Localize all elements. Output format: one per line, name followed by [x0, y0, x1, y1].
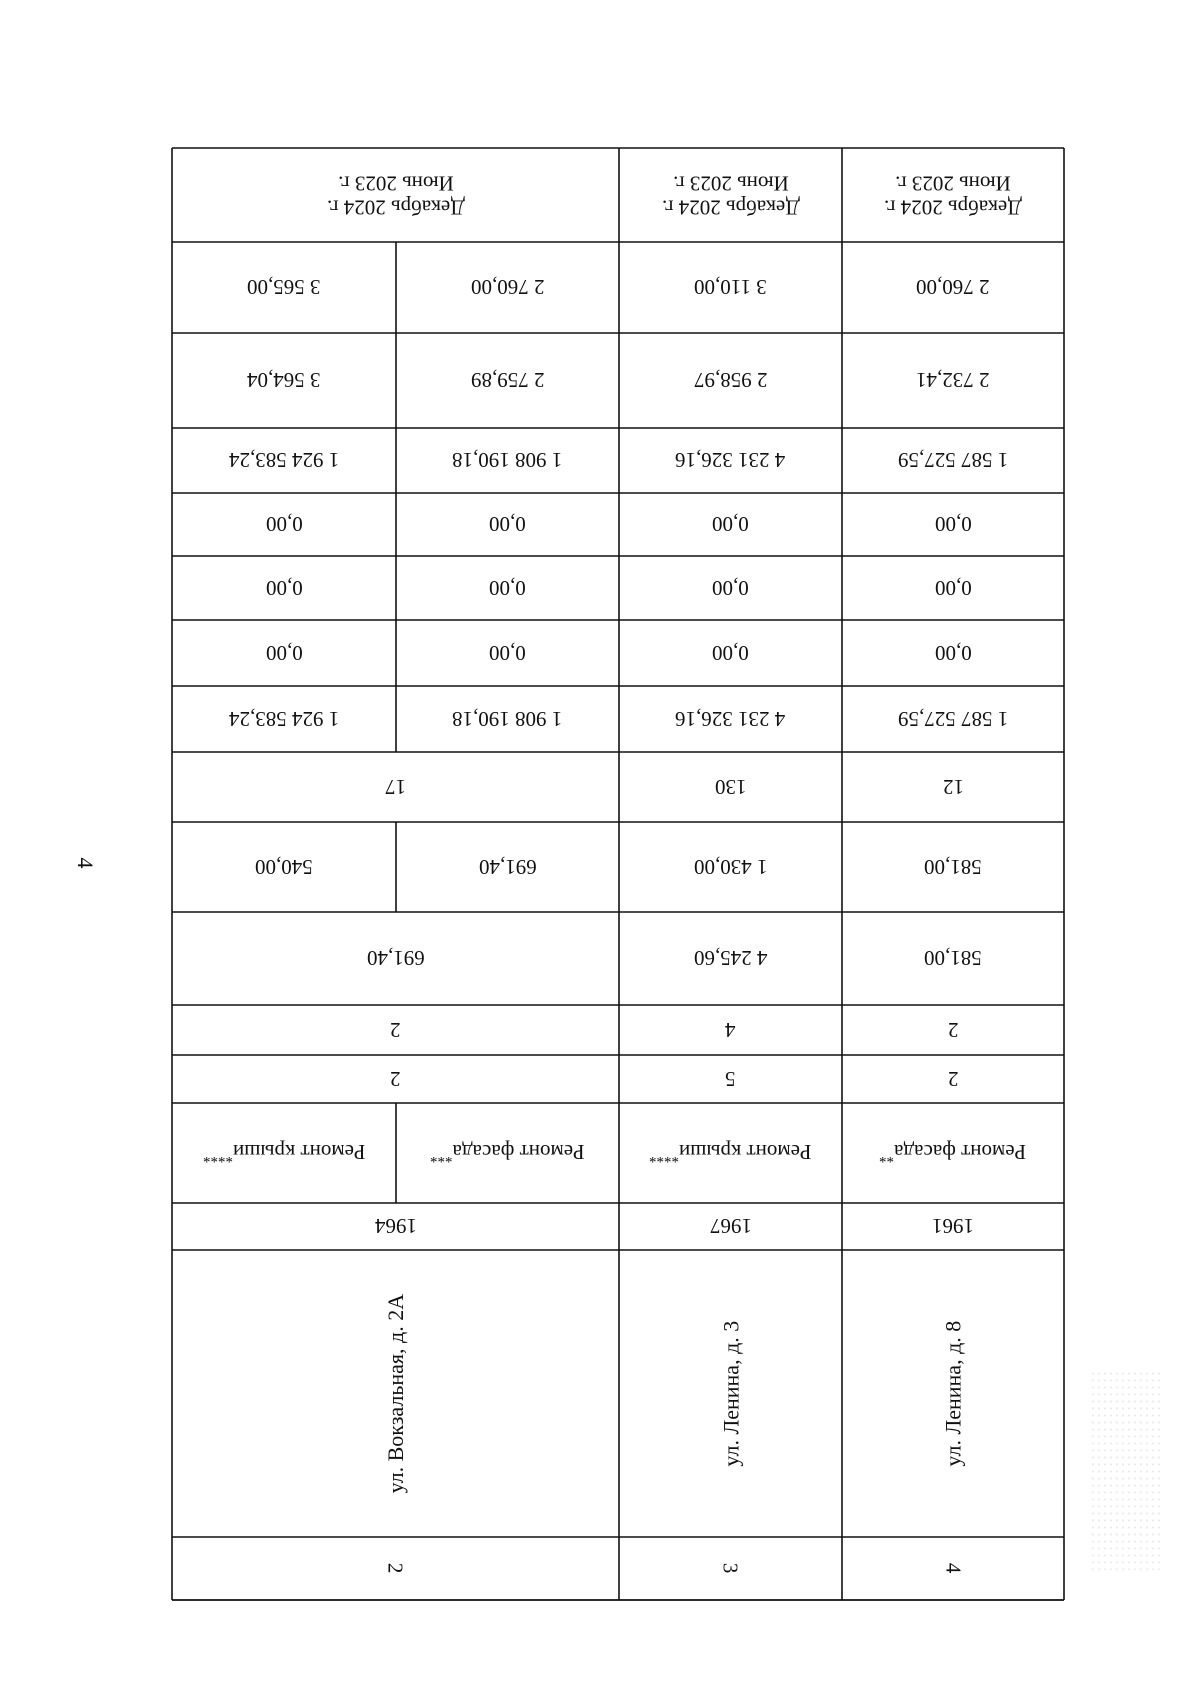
row-2-zero3-b [172, 493, 396, 556]
row-3-num [619, 1537, 842, 1600]
row-4-address [842, 1250, 1064, 1537]
row-3-zero1 [619, 620, 842, 686]
row-2-zero2-b [172, 556, 396, 620]
row-3-col-b-text: 4 [725, 1018, 736, 1043]
row-2-area-split-a [396, 822, 619, 912]
row-3-limit-per-m2 [619, 242, 842, 333]
footnote-mark: ** [879, 1149, 895, 1166]
row-3-fund [619, 428, 842, 493]
row-4-num [842, 1537, 1064, 1600]
row-2-total-a [396, 686, 619, 752]
row-4-col-a [842, 1055, 1064, 1103]
row-4-area-text: 581,00 [924, 946, 982, 971]
row-2-area-split-b-text: 540,00 [255, 855, 313, 880]
row-4-limit-per-m2 [842, 242, 1064, 333]
row-2-works-b [172, 1103, 396, 1203]
row-2-works-b-text: Ремонт крыши**** [202, 1140, 366, 1166]
row-2-area-split-a-text: 691,40 [478, 855, 537, 880]
row-2-num-text: 2 [383, 1563, 408, 1574]
row-3-area-split [619, 822, 842, 912]
row-4-area [842, 912, 1064, 1005]
row-4-people [842, 752, 1064, 822]
row-3-area [619, 912, 842, 1005]
footnote-mark: **** [649, 1149, 680, 1166]
row-4-col-b [842, 1005, 1064, 1055]
row-4-col-b-text: 2 [947, 1018, 959, 1043]
row-2-period [172, 148, 619, 242]
row-4-fund [842, 428, 1064, 493]
row-4-period-line: Декабрь 2024 г. [884, 195, 1022, 220]
row-4-zero3 [842, 493, 1064, 556]
row-2-fund-b-text: 1 924 583,24 [228, 448, 340, 473]
row-2-col-a-text: 2 [390, 1067, 401, 1092]
row-4-cost-per-m2 [842, 333, 1064, 428]
row-2-people-text: 17 [385, 775, 406, 800]
row-4-works-text: Ремонт фасада** [879, 1140, 1027, 1166]
row-3-zero2 [619, 556, 842, 620]
row-4-area-split [842, 822, 1064, 912]
row-4-address-text: ул. Ленина, д. 8 [940, 1320, 966, 1467]
row-3-zero3 [619, 493, 842, 556]
row-3-address [619, 1250, 842, 1537]
row-2-zero1-a-text: 0,00 [489, 641, 526, 666]
row-2-cost-per-m2-a [396, 333, 619, 428]
row-2-limit-per-m2-a-text: 2 760,00 [470, 275, 545, 300]
row-3-limit-per-m2-text: 3 110,00 [694, 275, 767, 300]
row-2-year [172, 1203, 619, 1250]
row-3-num-text: 3 [718, 1563, 743, 1574]
row-2-fund-b [172, 428, 396, 493]
row-4-year [842, 1203, 1064, 1250]
row-2-zero1-a [396, 620, 619, 686]
row-2-area [172, 912, 619, 1005]
row-4-total [842, 686, 1064, 752]
row-3-year [619, 1203, 842, 1250]
row-2-cost-per-m2-a-text: 2 759,89 [470, 368, 545, 393]
row-4-zero2 [842, 556, 1064, 620]
row-2-limit-per-m2-a [396, 242, 619, 333]
footnote-mark: **** [202, 1149, 233, 1166]
row-2-zero2-a [396, 556, 619, 620]
row-3-works [619, 1103, 842, 1203]
page-number: 4 [73, 857, 98, 869]
row-3-people-text: 130 [714, 775, 747, 800]
row-2-zero1-b [172, 620, 396, 686]
row-4-col-a-text: 2 [947, 1067, 959, 1092]
row-2-area-text: 691,40 [366, 946, 425, 971]
row-2-zero1-b-text: 0,00 [265, 641, 303, 666]
row-4-zero1 [842, 620, 1064, 686]
row-2-col-b-text: 2 [390, 1018, 401, 1043]
row-2-cost-per-m2-b [172, 333, 396, 428]
row-2-zero3-a-text: 0,00 [489, 512, 526, 537]
row-2-period-text [327, 171, 465, 219]
row-4-people-text: 12 [942, 775, 964, 800]
row-4-num-text: 4 [941, 1563, 966, 1574]
row-2-zero3-b-text: 0,00 [265, 512, 303, 537]
row-2-col-a [172, 1055, 619, 1103]
row-3-cost-per-m2-text: 2 958,97 [693, 368, 768, 393]
row-2-address-text: ул. Вокзальная, д. 2А [382, 1293, 408, 1494]
row-4-period-line: Июнь 2023 г. [895, 171, 1011, 195]
row-2-works-a-text: Ремонт фасада*** [430, 1140, 585, 1166]
row-3-period [619, 148, 842, 242]
row-3-period-line: Июнь 2023 г. [672, 171, 789, 195]
row-2-address [172, 1250, 619, 1537]
row-4-total-text: 1 587 527,59 [897, 707, 1009, 732]
row-2-zero2-b-text: 0,00 [265, 576, 303, 601]
row-3-fund-text: 4 231 326,16 [675, 448, 786, 473]
row-4-zero3-text: 0,00 [934, 512, 972, 537]
row-4-area-split-text: 581,00 [924, 855, 982, 880]
row-2-people [172, 752, 619, 822]
row-3-works-text: Ремонт крыши**** [649, 1140, 812, 1166]
row-2-fund-a-text: 1 908 190,18 [452, 448, 563, 473]
row-2-fund-a [396, 428, 619, 493]
row-3-people [619, 752, 842, 822]
row-4-period-text [884, 171, 1022, 219]
row-4-cost-per-m2-text: 2 732,41 [916, 368, 990, 393]
row-2-zero3-a [396, 493, 619, 556]
row-3-area-split-text: 1 430,00 [693, 855, 768, 880]
row-2-col-b [172, 1005, 619, 1055]
row-4-year-text: 1961 [932, 1214, 974, 1239]
row-4-fund-text: 1 587 527,59 [897, 448, 1009, 473]
row-2-period-line: Декабрь 2024 г. [326, 195, 465, 220]
row-4-works [842, 1103, 1064, 1203]
row-3-address-text: ул. Ленина, д. 3 [717, 1320, 743, 1467]
row-2-total-b [172, 686, 396, 752]
row-2-total-a-text: 1 908 190,18 [452, 707, 563, 732]
row-3-total-text: 4 231 326,16 [675, 707, 786, 732]
row-4-zero2-text: 0,00 [934, 576, 972, 601]
row-4-zero1-text: 0,00 [934, 641, 972, 666]
row-3-area-text: 4 245,60 [693, 946, 768, 971]
row-3-zero2-text: 0,00 [712, 576, 749, 601]
row-2-cost-per-m2-b-text: 3 564,04 [247, 368, 321, 393]
row-2-period-line: Июнь 2023 г. [337, 171, 454, 195]
row-3-zero1-text: 0,00 [712, 641, 749, 666]
row-3-col-a-text: 5 [725, 1067, 736, 1092]
row-3-total [619, 686, 842, 752]
row-4-limit-per-m2-text: 2 760,00 [916, 275, 990, 300]
row-3-cost-per-m2 [619, 333, 842, 428]
row-2-area-split-b [172, 822, 396, 912]
footnote-mark: *** [430, 1149, 453, 1166]
row-3-period-text [662, 171, 800, 219]
row-2-limit-per-m2-b-text: 3 565,00 [247, 275, 321, 300]
row-4-period [842, 148, 1064, 242]
row-2-limit-per-m2-b [172, 242, 396, 333]
scan-noise [1090, 1370, 1160, 1570]
row-3-col-b [619, 1005, 842, 1055]
row-2-num [172, 1537, 619, 1600]
row-3-col-a [619, 1055, 842, 1103]
row-3-period-line: Декабрь 2024 г. [661, 195, 800, 220]
row-3-zero3-text: 0,00 [712, 512, 749, 537]
row-2-year-text: 1964 [374, 1214, 417, 1239]
row-2-works-a [396, 1103, 619, 1203]
row-2-total-b-text: 1 924 583,24 [228, 707, 340, 732]
row-2-zero2-a-text: 0,00 [489, 576, 526, 601]
row-3-year-text: 1967 [709, 1214, 752, 1239]
